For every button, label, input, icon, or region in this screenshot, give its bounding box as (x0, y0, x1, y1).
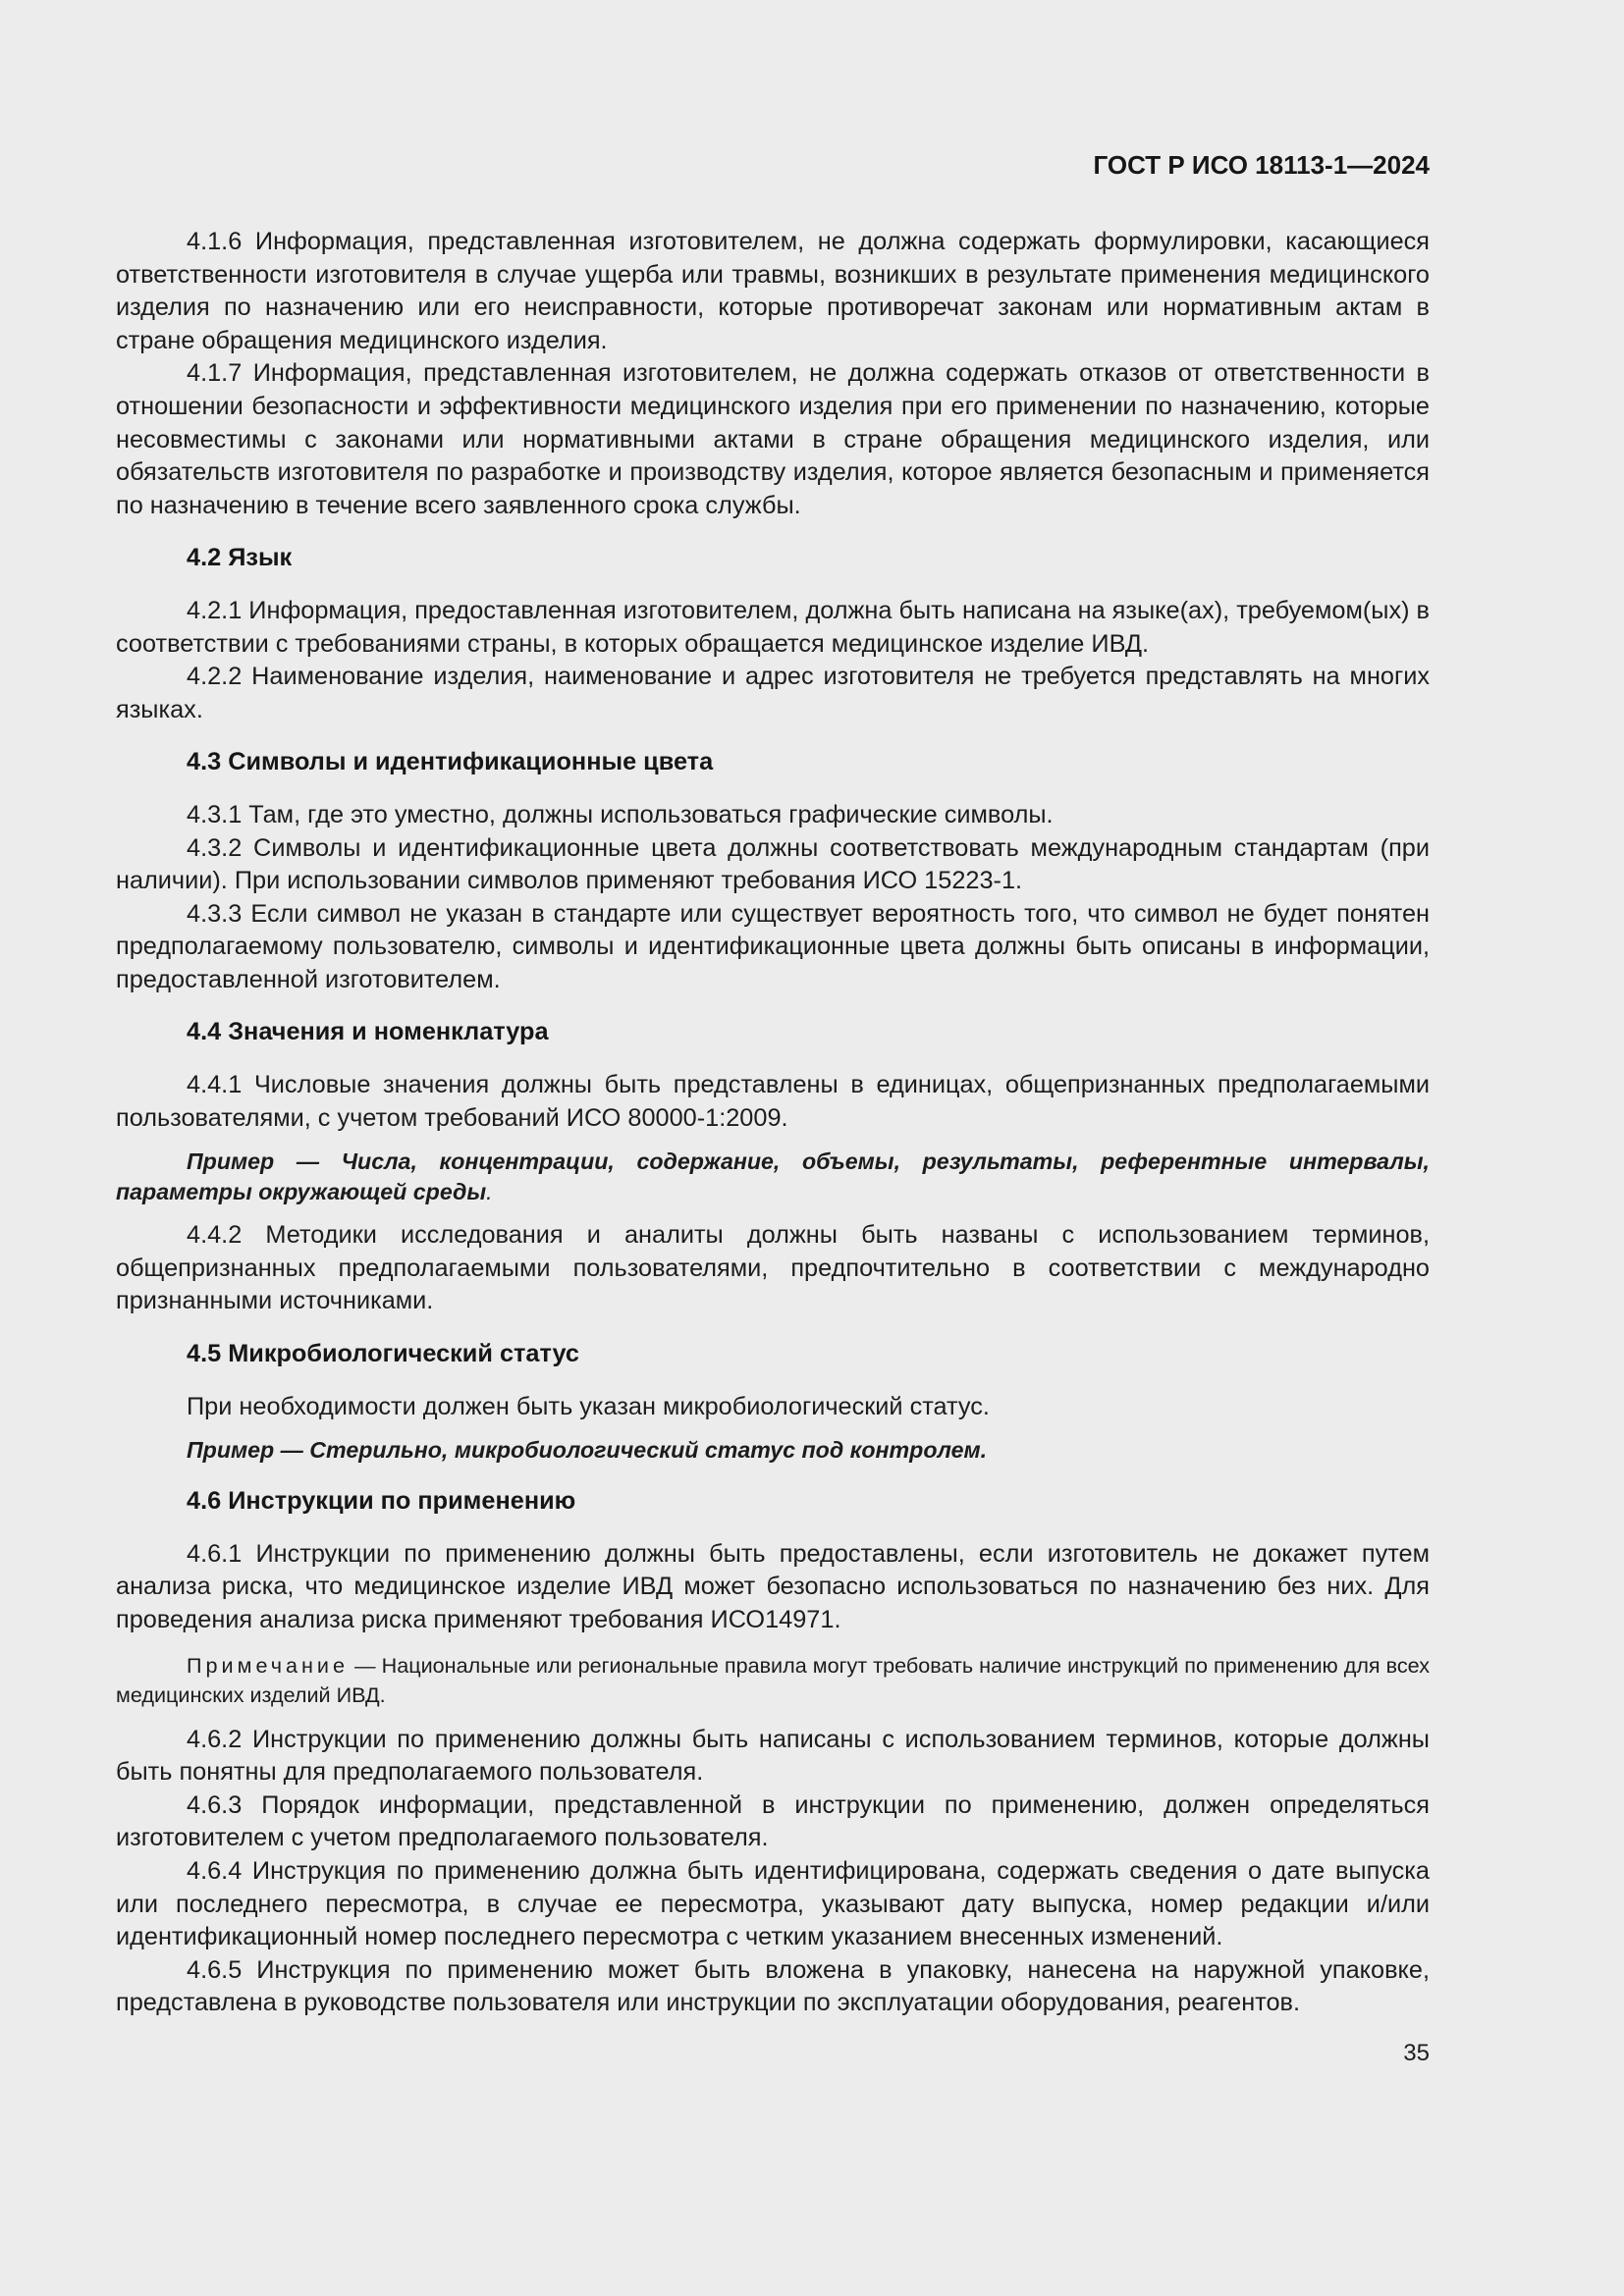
paragraph-4-6-2: 4.6.2 Инструкции по применению должны быть написаны с использованием терминов, которые должны быть понятны для предполагаемого пользователя. (116, 1725, 1430, 1787)
paragraph-4-6-4: 4.6.4 Инструкция по применению должна быть идентифицирована, содержать сведения о дате выпуска или последнего пересмотра, в случае ее пересмотра, указывают дату выпуска, номер редакции и/или идентификационный номер последнего пересмотра с четким указанием внесенных изменений. (116, 1856, 1430, 1951)
page-number: 35 (1403, 2039, 1430, 2066)
paragraph-4-6-1: 4.6.1 Инструкции по применению должны быть предоставлены, если изготовитель не докажет путем анализа риска, что медицинское изделие ИВД может безопасно использоваться по назначению без них. Для проведения анализа риска применяют требования ИСО14971. (116, 1539, 1430, 1633)
note-text: — Национальные или региональные правила могут требовать наличие инструкций по применению для всех медицинских изделий ИВД. (116, 1652, 1430, 1707)
section-title-4-3: 4.3 Символы и идентификационные цвета (187, 748, 714, 776)
paragraph-4-6-5: 4.6.5 Инструкция по применению может быть вложена в упаковку, нанесена на наружной упаковке, представлена в руководстве пользователя или инструкции по эксплуатации оборудования, реагентов. (116, 1955, 1430, 2017)
example-4-4 (116, 1147, 1430, 1207)
example-4-5: Пример — Стерильно, микробиологический статус под контролем. (187, 1437, 988, 1464)
paragraph-4-1-7: 4.1.7 Информация, представленная изготовителем, не должна содержать отказов от ответственности в отношении безопасности и эффективности медицинского изделия при его применении по назначению, которые несовместимы с законами или нормативными актами в стране обращения медицинского изделия, или обязательств изготовителя по разработке и производству изделия, которое является безопасным и применяется по назначению в течение всего заявленного срока службы. (116, 359, 1430, 519)
section-title-4-6: 4.6 Инструкции по применению (187, 1487, 576, 1516)
paragraph-4-2-1: 4.2.1 Информация, предоставленная изготовителем, должна быть написана на языке(ах), требуемом(ых) в соответствии с требованиями страны, в которых обращается медицинское изделие ИВД. (116, 596, 1430, 658)
section-title-4-4: 4.4 Значения и номенклатура (187, 1018, 549, 1046)
paragraph-4-3-1: 4.3.1 Там, где это уместно, должны использоваться графические символы. (187, 800, 1054, 828)
paragraph-4-3-2: 4.3.2 Символы и идентификационные цвета должны соответствовать международным стандартам (при наличии). При использовании символов применяют требования ИСО 15223-1. (116, 833, 1430, 895)
section-title-4-5: 4.5 Микробиологический статус (187, 1340, 579, 1368)
example-4-4-tail: . (486, 1179, 493, 1205)
note-label: Примечание (187, 1652, 349, 1678)
example-4-4-text: Пример — Числа, концентрации, содержание, объемы, результаты, референтные интервалы, параметры окружающей среды (116, 1148, 1430, 1205)
note-4-6 (116, 1651, 1430, 1710)
paragraph-4-2-2: 4.2.2 Наименование изделия, наименование и адрес изготовителя не требуется представлять на многих языках. (116, 663, 1430, 723)
paragraph-4-1-6: 4.1.6 Информация, представленная изготовителем, не должна содержать формулировки, касающиеся ответственности изготовителя в случае ущерба или травмы, возникших в результате применения медицинского изделия по назначению или его неисправности, которые противоречат законам или нормативным актам в стране обращения медицинского изделия. (116, 228, 1430, 354)
paragraph-4-5-1: При необходимости должен быть указан микробиологический статус. (187, 1392, 990, 1420)
paragraph-4-4-2: 4.4.2 Методики исследования и аналиты должны быть названы с использованием терминов, общепризнанных предполагаемыми пользователями, предпочтительно в соответствии с международно признанными источниками. (116, 1221, 1430, 1315)
document-page (116, 145, 1430, 2071)
section-title-4-2: 4.2 Язык (187, 544, 293, 572)
paragraph-4-6-3: 4.6.3 Порядок информации, представленной в инструкции по применению, должен определяться изготовителем с учетом предполагаемого пользователя. (116, 1790, 1430, 1852)
paragraph-4-3-3: 4.3.3 Если символ не указан в стандарте или существует вероятность того, что символ не будет понятен предполагаемому пользователю, символы и идентификационные цвета должны быть описаны в информации, предоставленной изготовителем. (116, 899, 1430, 993)
paragraph-4-4-1: 4.4.1 Числовые значения должны быть представлены в единицах, общепризнанных предполагаемыми пользователями, с учетом требований ИСО 80000-1:2009. (116, 1071, 1430, 1132)
document-code: ГОСТ Р ИСО 18113-1—2024 (1093, 150, 1430, 180)
